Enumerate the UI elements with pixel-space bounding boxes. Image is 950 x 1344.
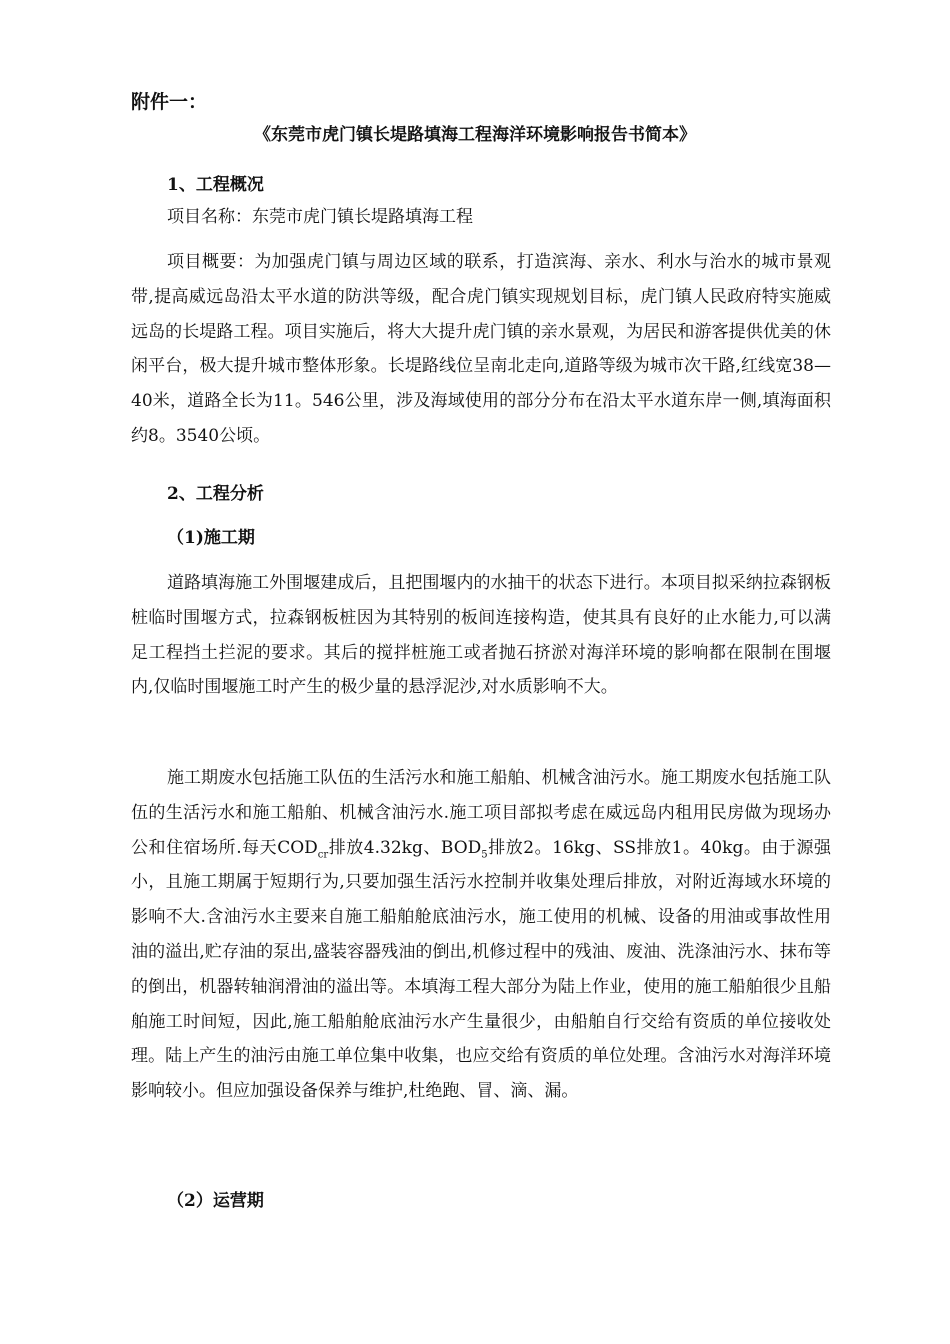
- bod-subscript: 5: [481, 848, 488, 860]
- project-summary-paragraph: 项目概要：为加强虎门镇与周边区域的联系，打造滨海、亲水、利水与治水的城市景观带,提高威远岛沿太平水道的防洪等级，配合虎门镇实现规划目标，虎门镇人民政府特实施威远岛的长堤路工程。项目实施后，将大大提升虎门镇的亲水景观，为居民和游客提供优美的休闲平台，极大提升城市整体形象。长堤路线位呈南北走向,道路等级为城市次干路,红线宽38—40米，道路全长为11。546公里，涉及海域使用的部分分布在沿太平水道东岸一侧,填海面积约8。3540公顷。: [131, 252, 831, 446]
- subsection-heading-operation: （2）运营期: [167, 1191, 264, 1211]
- construction-paragraph-1: 道路填海施工外围堰建成后，且把围堰内的水抽干的状态下进行。本项目拟采纳拉森钢板桩临时围堰方式，拉森钢板桩因为其特别的板间连接构造，使其具有良好的止水能力,可以满足工程挡土拦泥的要求。其后的搅拌桩施工或者抛石挤淤对海洋环境的影响都在限制在围堰内,仅临时围堰施工时产生的极少量的悬浮泥沙,对水质影响不大。: [131, 573, 831, 698]
- project-name-paragraph: 项目名称：东莞市虎门镇长堤路填海工程: [167, 207, 473, 227]
- construction-paragraph-2: [131, 761, 831, 1109]
- section-heading-analysis: 2、工程分析: [167, 484, 264, 504]
- cod-subscript: cr: [317, 848, 329, 860]
- construction-paragraph-2-part-a: 施工期废水包括施工队伍的生活污水和施工船舶、机械含油污水。施工期废水包括施工队伍的生活污水和施工船舶、机械含油污水.施工项目部拟考虑在威远岛内租用民房做为现场办公和住宿场所.每天COD: [131, 768, 831, 858]
- construction-paragraph-2-part-c: 排放2。16kg、SS排放1。40kg。由于源强小，且施工期属于短期行为,只要加强生活污水控制并收集处理后排放，对附近海域水环境的影响不大.含油污水主要来自施工船舶舱底油污水，施工使用的机械、设备的用油或事故性用油的溢出,贮存油的泵出,盛装容器残油的倒出,机修过程中的残油、废油、洗涤油污水、抹布等的倒出，机器转轴润滑油的溢出等。本填海工程大部分为陆上作业，使用的施工船舶很少且船舶施工时间短，因此,施工船舶舱底油污水产生量很少，由船舶自行交给有资质的单位接收处理。陆上产生的油污由施工单位集中收集，也应交给有资质的单位处理。含油污水对海洋环境影响较小。但应加强设备保养与维护,杜绝跑、冒、滴、漏。: [131, 837, 831, 1102]
- document-title: 《东莞市虎门镇长堤路填海工程海洋环境影响报告书简本》: [254, 125, 696, 145]
- annex-label: 附件一：: [131, 91, 208, 113]
- subsection-heading-construction: （1)施工期: [167, 528, 255, 548]
- section-heading-overview: 1、工程概况: [167, 175, 264, 195]
- construction-paragraph-2-part-b: 排放4.32kg、BOD: [328, 837, 482, 858]
